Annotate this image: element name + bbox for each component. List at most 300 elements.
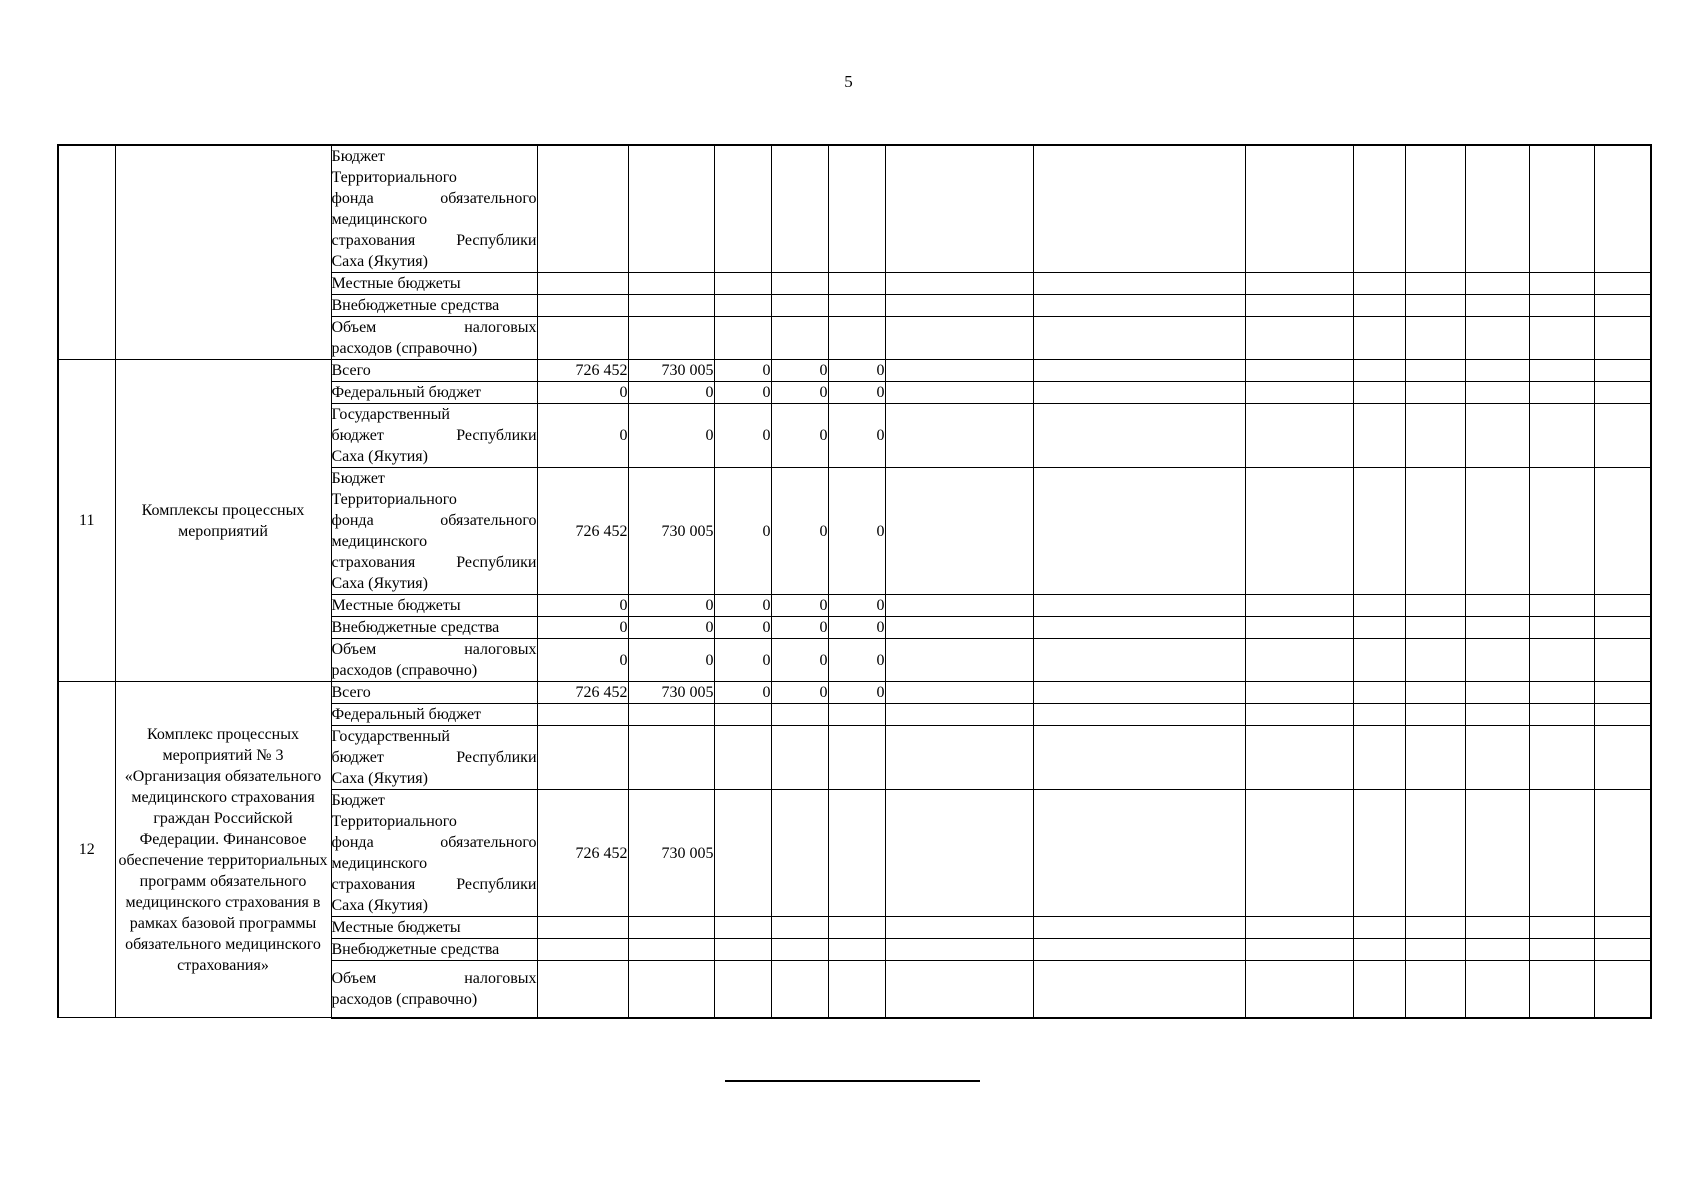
- value-cell: 0: [771, 617, 828, 639]
- empty-cell: [1353, 790, 1405, 917]
- value-cell: [828, 939, 885, 961]
- empty-cell: [1594, 704, 1651, 726]
- value-cell: [771, 726, 828, 790]
- funding-source-line: Объем налоговых: [331, 319, 537, 336]
- value-cell: 0: [771, 404, 828, 468]
- empty-cell: [1465, 682, 1529, 704]
- value-cell: 0: [828, 404, 885, 468]
- empty-cell: [1033, 468, 1245, 595]
- value-cell: 0: [714, 682, 771, 704]
- empty-cell: [1353, 360, 1405, 382]
- empty-cell: [1465, 917, 1529, 939]
- value-cell: 726 452: [537, 360, 628, 382]
- value-cell: [828, 961, 885, 1018]
- funding-source-line: медицинского: [331, 855, 428, 872]
- empty-cell: [1353, 273, 1405, 295]
- value-cell: [714, 790, 771, 917]
- value-cell: [537, 939, 628, 961]
- empty-cell: [1529, 917, 1594, 939]
- funding-source-line: страхования Республики: [331, 876, 537, 893]
- page-number: 5: [844, 72, 853, 91]
- empty-cell: [1529, 295, 1594, 317]
- value-cell: [628, 273, 714, 295]
- funding-source-line: Саха (Якутия): [331, 897, 428, 914]
- empty-cell: [1465, 295, 1529, 317]
- value-cell: 0: [828, 617, 885, 639]
- empty-cell: [1245, 145, 1353, 273]
- empty-cell: [1529, 617, 1594, 639]
- value-cell: [771, 145, 828, 273]
- empty-cell: [1353, 939, 1405, 961]
- value-cell: 0: [828, 682, 885, 704]
- value-cell: [771, 917, 828, 939]
- empty-cell: [1594, 145, 1651, 273]
- value-cell: [628, 726, 714, 790]
- row-number-cell: 11: [58, 360, 115, 682]
- funding-source-cell: [331, 682, 537, 704]
- empty-cell: [1594, 382, 1651, 404]
- empty-cell: [1594, 617, 1651, 639]
- empty-cell: [1465, 961, 1529, 1018]
- budget-table: [57, 144, 1652, 1019]
- value-cell: [714, 939, 771, 961]
- empty-cell: [1033, 317, 1245, 360]
- funding-source-line: Местные бюджеты: [331, 919, 461, 936]
- measure-name-cell: Комплексы процессных мероприятий: [115, 360, 331, 682]
- value-cell: 726 452: [537, 682, 628, 704]
- empty-cell: [1594, 295, 1651, 317]
- empty-cell: [885, 704, 1033, 726]
- value-cell: 0: [828, 360, 885, 382]
- empty-cell: [1594, 317, 1651, 360]
- measure-name-cell: Комплекс процессных мероприятий № 3 «Организация обязательного медицинского страхования граждан Российской Федерации. Финансовое обеспечение территориальных программ обязательного медицинского страхования в рамках базовой программы обязательного медицинского страхования»: [115, 682, 331, 1018]
- row-number-cell: 12: [58, 682, 115, 1018]
- empty-cell: [1405, 917, 1465, 939]
- empty-cell: [1245, 639, 1353, 682]
- value-cell: 0: [714, 617, 771, 639]
- empty-cell: [1465, 360, 1529, 382]
- value-cell: [537, 273, 628, 295]
- funding-source-cell: [331, 617, 537, 639]
- empty-cell: [1594, 939, 1651, 961]
- funding-source-cell: [331, 273, 537, 295]
- empty-cell: [885, 939, 1033, 961]
- funding-source-cell: [331, 317, 537, 360]
- empty-cell: [1594, 917, 1651, 939]
- empty-cell: [885, 726, 1033, 790]
- empty-cell: [1245, 704, 1353, 726]
- empty-cell: [885, 682, 1033, 704]
- value-cell: [628, 317, 714, 360]
- empty-cell: [1245, 790, 1353, 917]
- empty-cell: [885, 404, 1033, 468]
- empty-cell: [1353, 404, 1405, 468]
- value-cell: 0: [771, 468, 828, 595]
- value-cell: 0: [828, 639, 885, 682]
- empty-cell: [885, 382, 1033, 404]
- empty-cell: [1353, 961, 1405, 1018]
- empty-cell: [885, 145, 1033, 273]
- value-cell: 0: [537, 639, 628, 682]
- empty-cell: [1465, 639, 1529, 682]
- funding-source-cell: [331, 939, 537, 961]
- empty-cell: [1245, 295, 1353, 317]
- value-cell: [628, 917, 714, 939]
- empty-cell: [1245, 360, 1353, 382]
- empty-cell: [1245, 961, 1353, 1018]
- funding-source-line: медицинского: [331, 211, 428, 228]
- empty-cell: [885, 961, 1033, 1018]
- funding-source-line: бюджет Республики: [331, 427, 537, 444]
- empty-cell: [1529, 468, 1594, 595]
- value-cell: [828, 704, 885, 726]
- funding-source-line: Объем налоговых: [331, 641, 537, 658]
- funding-source-line: Саха (Якутия): [331, 575, 428, 592]
- value-cell: [628, 145, 714, 273]
- empty-cell: [1405, 404, 1465, 468]
- empty-cell: [1033, 790, 1245, 917]
- measure-name-cell: [115, 145, 331, 360]
- empty-cell: [1353, 617, 1405, 639]
- empty-cell: [1529, 317, 1594, 360]
- value-cell: 0: [628, 617, 714, 639]
- value-cell: 0: [771, 595, 828, 617]
- empty-cell: [1465, 404, 1529, 468]
- empty-cell: [1245, 617, 1353, 639]
- value-cell: 0: [714, 639, 771, 682]
- empty-cell: [1594, 273, 1651, 295]
- value-cell: 0: [628, 404, 714, 468]
- empty-cell: [885, 295, 1033, 317]
- empty-cell: [1405, 317, 1465, 360]
- funding-source-line: Внебюджетные средства: [331, 941, 500, 958]
- table-row: [58, 360, 1651, 382]
- value-cell: [714, 961, 771, 1018]
- empty-cell: [1529, 273, 1594, 295]
- funding-source-line: Бюджет: [331, 792, 385, 809]
- value-cell: 0: [537, 617, 628, 639]
- empty-cell: [1033, 360, 1245, 382]
- table-row: [58, 682, 1651, 704]
- funding-source-line: Федеральный бюджет: [331, 384, 482, 401]
- empty-cell: [1465, 595, 1529, 617]
- empty-cell: [1405, 639, 1465, 682]
- value-cell: [537, 295, 628, 317]
- value-cell: 730 005: [628, 682, 714, 704]
- value-cell: [537, 917, 628, 939]
- empty-cell: [885, 917, 1033, 939]
- empty-cell: [1033, 617, 1245, 639]
- funding-source-line: Территориального: [331, 169, 457, 186]
- funding-source-line: фонда обязательного: [331, 190, 537, 207]
- value-cell: 730 005: [628, 468, 714, 595]
- value-cell: 0: [537, 382, 628, 404]
- empty-cell: [1353, 145, 1405, 273]
- empty-cell: [1465, 726, 1529, 790]
- empty-cell: [1465, 468, 1529, 595]
- value-cell: [828, 273, 885, 295]
- value-cell: [628, 939, 714, 961]
- funding-source-line: Объем налоговых: [331, 969, 537, 987]
- empty-cell: [1594, 790, 1651, 917]
- funding-source-line: Государственный: [331, 728, 450, 745]
- value-cell: [714, 704, 771, 726]
- funding-source-line: медицинского: [331, 533, 428, 550]
- funding-source-line: Внебюджетные средства: [331, 297, 500, 314]
- funding-source-cell: [331, 404, 537, 468]
- empty-cell: [1405, 382, 1465, 404]
- empty-cell: [1465, 317, 1529, 360]
- empty-cell: [885, 617, 1033, 639]
- empty-cell: [1353, 317, 1405, 360]
- funding-source-cell: [331, 917, 537, 939]
- funding-source-line: Всего: [331, 684, 371, 701]
- funding-source-line: расходов (справочно): [331, 340, 478, 357]
- empty-cell: [1529, 145, 1594, 273]
- empty-cell: [1245, 382, 1353, 404]
- empty-cell: [1529, 790, 1594, 917]
- empty-cell: [1245, 404, 1353, 468]
- empty-cell: [1529, 404, 1594, 468]
- empty-cell: [1405, 145, 1465, 273]
- empty-cell: [1405, 617, 1465, 639]
- funding-source-line: Государственный: [331, 406, 450, 423]
- empty-cell: [1353, 682, 1405, 704]
- value-cell: 730 005: [628, 790, 714, 917]
- empty-cell: [1405, 468, 1465, 595]
- funding-source-line: Внебюджетные средства: [331, 619, 500, 636]
- value-cell: [714, 145, 771, 273]
- empty-cell: [1405, 360, 1465, 382]
- empty-cell: [1594, 360, 1651, 382]
- value-cell: 726 452: [537, 790, 628, 917]
- funding-source-cell: [331, 360, 537, 382]
- empty-cell: [1033, 704, 1245, 726]
- value-cell: [828, 917, 885, 939]
- value-cell: 0: [714, 404, 771, 468]
- empty-cell: [1594, 726, 1651, 790]
- funding-source-line: Саха (Якутия): [331, 253, 428, 270]
- funding-source-cell: [331, 468, 537, 595]
- empty-cell: [1353, 382, 1405, 404]
- funding-source-cell: [331, 639, 537, 682]
- value-cell: [628, 704, 714, 726]
- empty-cell: [1353, 726, 1405, 790]
- value-cell: 0: [628, 639, 714, 682]
- value-cell: [771, 295, 828, 317]
- value-cell: 0: [714, 468, 771, 595]
- funding-source-line: Территориального: [331, 491, 457, 508]
- empty-cell: [885, 360, 1033, 382]
- funding-source-cell: [331, 595, 537, 617]
- value-cell: 0: [828, 468, 885, 595]
- empty-cell: [1405, 595, 1465, 617]
- empty-cell: [885, 273, 1033, 295]
- empty-cell: [1405, 961, 1465, 1018]
- empty-cell: [885, 317, 1033, 360]
- funding-source-line: фонда обязательного: [331, 834, 537, 851]
- funding-source-line: страхования Республики: [331, 554, 537, 571]
- value-cell: [537, 317, 628, 360]
- value-cell: [714, 726, 771, 790]
- empty-cell: [1033, 595, 1245, 617]
- value-cell: [771, 317, 828, 360]
- empty-cell: [1033, 917, 1245, 939]
- empty-cell: [1405, 939, 1465, 961]
- funding-source-cell: [331, 295, 537, 317]
- value-cell: [714, 273, 771, 295]
- empty-cell: [1033, 961, 1245, 1018]
- value-cell: [537, 726, 628, 790]
- empty-cell: [1529, 726, 1594, 790]
- empty-cell: [1405, 726, 1465, 790]
- empty-cell: [1594, 595, 1651, 617]
- value-cell: [771, 273, 828, 295]
- empty-cell: [1405, 704, 1465, 726]
- table-row: [58, 145, 1651, 273]
- empty-cell: [1353, 295, 1405, 317]
- value-cell: 0: [628, 382, 714, 404]
- funding-source-line: Местные бюджеты: [331, 275, 461, 292]
- value-cell: 0: [771, 382, 828, 404]
- funding-source-line: Саха (Якутия): [331, 448, 428, 465]
- empty-cell: [1353, 595, 1405, 617]
- empty-cell: [1245, 595, 1353, 617]
- value-cell: [714, 317, 771, 360]
- funding-source-cell: [331, 726, 537, 790]
- value-cell: [828, 295, 885, 317]
- empty-cell: [1033, 295, 1245, 317]
- value-cell: 0: [628, 595, 714, 617]
- empty-cell: [885, 595, 1033, 617]
- value-cell: 726 452: [537, 468, 628, 595]
- empty-cell: [1245, 726, 1353, 790]
- value-cell: 0: [537, 404, 628, 468]
- funding-source-line: Саха (Якутия): [331, 770, 428, 787]
- funding-source-line: расходов (справочно): [331, 990, 478, 1008]
- row-number-cell: [58, 145, 115, 360]
- value-cell: [771, 790, 828, 917]
- value-cell: 0: [771, 682, 828, 704]
- funding-source-line: бюджет Республики: [331, 749, 537, 766]
- empty-cell: [1405, 295, 1465, 317]
- empty-cell: [1245, 939, 1353, 961]
- empty-cell: [1033, 726, 1245, 790]
- empty-cell: [1033, 382, 1245, 404]
- empty-cell: [1594, 468, 1651, 595]
- empty-cell: [1529, 360, 1594, 382]
- funding-source-line: Всего: [331, 362, 371, 379]
- funding-source-line: страхования Республики: [331, 232, 537, 249]
- empty-cell: [1245, 917, 1353, 939]
- value-cell: 0: [828, 595, 885, 617]
- empty-cell: [1465, 273, 1529, 295]
- value-cell: [537, 704, 628, 726]
- value-cell: [771, 704, 828, 726]
- empty-cell: [1529, 595, 1594, 617]
- value-cell: [537, 961, 628, 1018]
- value-cell: [714, 917, 771, 939]
- empty-cell: [1465, 939, 1529, 961]
- empty-cell: [1033, 404, 1245, 468]
- funding-source-cell: [331, 790, 537, 917]
- value-cell: [828, 317, 885, 360]
- value-cell: 0: [771, 360, 828, 382]
- value-cell: 730 005: [628, 360, 714, 382]
- empty-cell: [1245, 317, 1353, 360]
- empty-cell: [885, 639, 1033, 682]
- funding-source-line: расходов (справочно): [331, 662, 478, 679]
- value-cell: [537, 145, 628, 273]
- funding-source-line: Бюджет: [331, 470, 385, 487]
- value-cell: 0: [771, 639, 828, 682]
- empty-cell: [1245, 273, 1353, 295]
- funding-source-cell: [331, 382, 537, 404]
- empty-cell: [1594, 404, 1651, 468]
- value-cell: [628, 295, 714, 317]
- empty-cell: [1033, 939, 1245, 961]
- funding-source-line: фонда обязательного: [331, 512, 537, 529]
- empty-cell: [1529, 639, 1594, 682]
- empty-cell: [1033, 145, 1245, 273]
- funding-source-line: Федеральный бюджет: [331, 706, 482, 723]
- empty-cell: [1353, 468, 1405, 595]
- funding-source-line: Территориального: [331, 813, 457, 830]
- empty-cell: [1465, 704, 1529, 726]
- empty-cell: [1465, 617, 1529, 639]
- empty-cell: [1245, 682, 1353, 704]
- funding-source-cell: [331, 145, 537, 273]
- empty-cell: [1529, 704, 1594, 726]
- value-cell: [771, 939, 828, 961]
- empty-cell: [1465, 790, 1529, 917]
- empty-cell: [1405, 682, 1465, 704]
- funding-source-line: Местные бюджеты: [331, 597, 461, 614]
- empty-cell: [1353, 639, 1405, 682]
- empty-cell: [1405, 273, 1465, 295]
- empty-cell: [1353, 704, 1405, 726]
- empty-cell: [885, 468, 1033, 595]
- value-cell: 0: [714, 360, 771, 382]
- empty-cell: [1594, 682, 1651, 704]
- value-cell: [628, 961, 714, 1018]
- value-cell: [828, 726, 885, 790]
- value-cell: 0: [714, 382, 771, 404]
- value-cell: 0: [828, 382, 885, 404]
- empty-cell: [1353, 917, 1405, 939]
- empty-cell: [1594, 961, 1651, 1018]
- funding-source-cell: [331, 961, 537, 1018]
- empty-cell: [1529, 961, 1594, 1018]
- value-cell: 0: [714, 595, 771, 617]
- value-cell: 0: [537, 595, 628, 617]
- empty-cell: [885, 790, 1033, 917]
- empty-cell: [1594, 639, 1651, 682]
- empty-cell: [1529, 682, 1594, 704]
- empty-cell: [1405, 790, 1465, 917]
- value-cell: [714, 295, 771, 317]
- end-rule: [725, 1080, 980, 1082]
- empty-cell: [1529, 382, 1594, 404]
- empty-cell: [1033, 682, 1245, 704]
- value-cell: [828, 145, 885, 273]
- empty-cell: [1465, 382, 1529, 404]
- funding-source-cell: [331, 704, 537, 726]
- empty-cell: [1465, 145, 1529, 273]
- value-cell: [828, 790, 885, 917]
- empty-cell: [1033, 639, 1245, 682]
- empty-cell: [1529, 939, 1594, 961]
